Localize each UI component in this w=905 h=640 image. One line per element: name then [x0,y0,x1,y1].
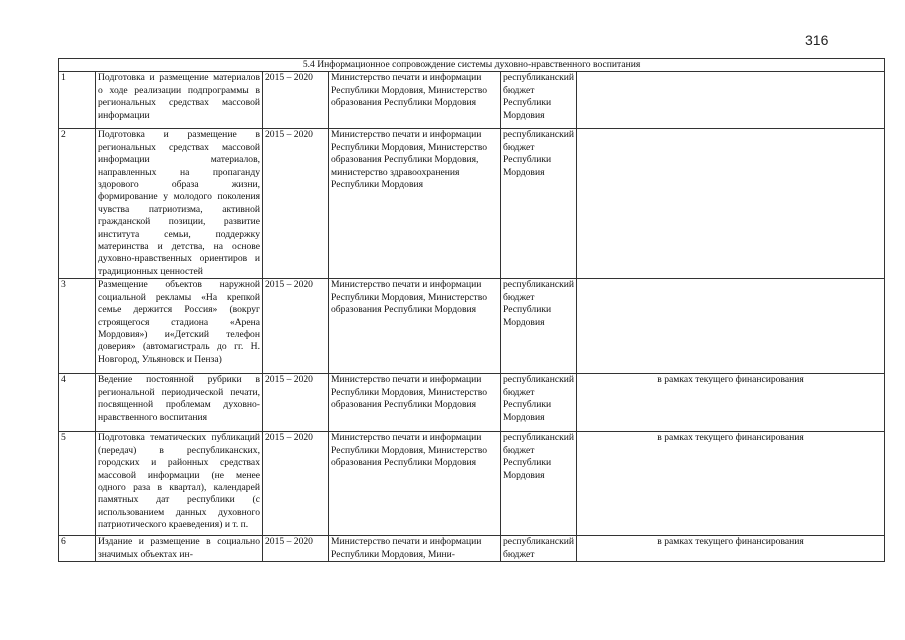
executors: Министерство печати и информации Республики Мордовия, Министерство образования Республики Мордовия [329,72,501,129]
funding-note [577,129,885,279]
funding-source: республиканский бюджет Республики Мордовия [501,279,577,374]
activity-description: Подготовка и размещение материалов о ходе реализации подпрограммы в региональных средствах массовой информации [96,72,263,129]
period: 2015 – 2020 [263,129,329,279]
activity-description: Размещение объектов наружной социальной рекламы «На крепкой семье держится Россия» (вокруг строящегося стадиона «Арена Мордовия») и«Детский телефон доверия» (автомагистраль до гг. Н. Новгород, Ульяновск и Пенза) [96,279,263,374]
page-number: 316 [805,32,829,48]
executors: Министерство печати и информации Республики Мордовия, Министерство образования Республики Мордовия [329,432,501,536]
row-number: 3 [59,279,96,374]
table-row [59,279,885,374]
funding-note [577,72,885,129]
row-number: 1 [59,72,96,129]
funding-source: республиканский бюджет Республики Мордовия [501,72,577,129]
table-row [59,129,885,279]
row-number: 2 [59,129,96,279]
funding-note [577,279,885,374]
period: 2015 – 2020 [263,432,329,536]
executors: Министерство печати и информации Республики Мордовия, Мини- [329,536,501,562]
table-row [59,432,885,536]
activity-description: Ведение постоянной рубрики в региональной периодической печати, посвященной проблемам духовно-нравственного воспитания [96,374,263,432]
row-number: 4 [59,374,96,432]
program-table [58,58,885,562]
section-header-row [59,59,885,72]
executors: Министерство печати и информации Республики Мордовия, Министерство образования Республики Мордовия [329,374,501,432]
activity-description: Подготовка тематических публикаций (передач) в республиканских, городских и районных средствах массовой информации (не менее одного раза в квартал), календарей памятных дат республики (с использованием данных духовного патриотического краеведения) и т. п. [96,432,263,536]
period: 2015 – 2020 [263,72,329,129]
funding-note: в рамках текущего финансирования [577,374,885,432]
funding-source: республиканский бюджет Республики Мордовия [501,374,577,432]
executors: Министерство печати и информации Республики Мордовия, Министерство образования Республики Мордовия [329,279,501,374]
row-number: 6 [59,536,96,562]
executors: Министерство печати и информации Республики Мордовия, Министерство образования Республики Мордовия, министерство здравоохранения Республики Мордовия [329,129,501,279]
period: 2015 – 2020 [263,536,329,562]
table-row [59,374,885,432]
section-title: 5.4 Информационное сопровождение системы духовно-нравственного воспитания [59,59,885,72]
period: 2015 – 2020 [263,374,329,432]
funding-source: республиканский бюджет [501,536,577,562]
funding-note: в рамках текущего финансирования [577,536,885,562]
table-row [59,72,885,129]
activity-description: Подготовка и размещение в региональных средствах массовой информации материалов, направленных на пропаганду здорового образа жизни, формирование у молодого поколения чувства патриотизма, активной гражданской позиции, развитие института семьи, поддержку материнства и детства, на основе духовно-нравственных ориентиров и традиционных ценностей [96,129,263,279]
funding-source: республиканский бюджет Республики Мордовия [501,432,577,536]
table-row [59,536,885,562]
period: 2015 – 2020 [263,279,329,374]
row-number: 5 [59,432,96,536]
activity-description: Издание и размещение в социально значимых объектах ин- [96,536,263,562]
funding-note: в рамках текущего финансирования [577,432,885,536]
funding-source: республиканский бюджет Республики Мордовия [501,129,577,279]
